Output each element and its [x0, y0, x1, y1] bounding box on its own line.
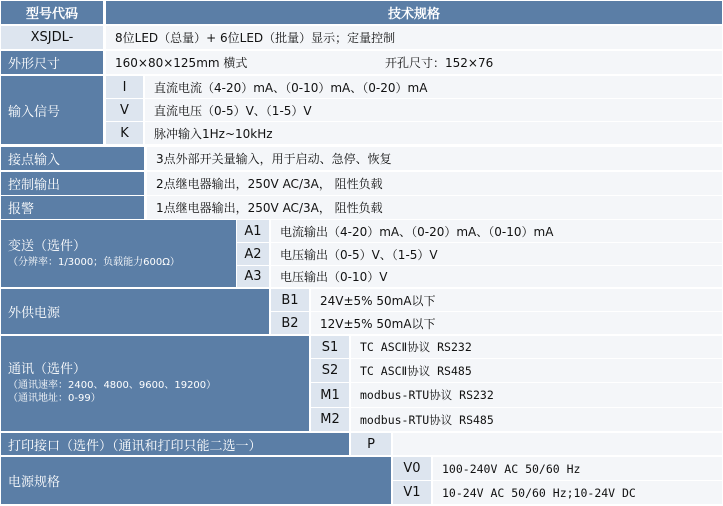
comm-text-s1: TC ASCⅡ协议 RS232: [351, 336, 722, 358]
input-text-i: 直流电流（4-20）mA、（0-10）mA、（0-20）mA: [145, 76, 722, 98]
power-supply-text-b1: 24V±5% 50mA以下: [311, 289, 722, 311]
print-empty: [393, 433, 722, 455]
model-description: 8位LED（总量）+ 6位LED（批量）显示；定量控制: [106, 26, 722, 49]
input-text-v: 直流电压（0-5）V、（1-5）V: [145, 99, 722, 121]
comm-code-m2: M2: [311, 408, 349, 431]
power-spec-label: 电源规格: [1, 457, 391, 504]
transmit-code-a1: A1: [237, 220, 269, 242]
power-supply-code-b2: B2: [271, 312, 309, 334]
input-text-k: 脉冲输入1Hz~10kHz: [145, 122, 722, 144]
header-model-code: 型号代码: [1, 1, 103, 24]
power-supply-code-b1: B1: [271, 289, 309, 311]
comm-code-m1: M1: [311, 383, 349, 407]
size-value: 160×80×125mm 横式: [115, 56, 248, 70]
control-output-label: 控制输出: [1, 172, 144, 195]
input-code-i: I: [106, 76, 143, 98]
power-text-v0: 100-240V AC 50/60 Hz: [433, 457, 722, 480]
contact-input-text: 3点外部开关量输入，用于启动、急停、恢复: [147, 147, 722, 170]
transmit-code-a2: A2: [237, 243, 269, 265]
control-output-text: 2点继电器输出，250V AC/3A， 阻性负载: [147, 172, 722, 195]
power-code-v0: V0: [393, 457, 431, 480]
comm-label-block: [1, 336, 309, 431]
power-text-v1: 10-24V AC 50/60 Hz;10-24V DC: [433, 481, 722, 504]
transmit-code-a3: A3: [237, 266, 269, 287]
print-code: P: [351, 433, 391, 455]
size-value-row: [106, 51, 722, 74]
comm-code-s2: S2: [311, 359, 349, 382]
comm-text-m2: modbus-RTU协议 RS485: [351, 408, 722, 431]
power-supply-label: 外供电源: [1, 289, 269, 334]
input-signal-label: 输入信号: [1, 76, 103, 144]
power-supply-text-b2: 12V±5% 50mA以下: [311, 312, 722, 334]
comm-text-m1: modbus-RTU协议 RS232: [351, 383, 722, 407]
input-code-v: V: [106, 99, 143, 121]
size-label: 外形尺寸: [1, 51, 103, 74]
input-code-k: K: [106, 122, 143, 144]
comm-address-note: （通讯地址：0-99）: [8, 393, 101, 405]
alarm-label: 报警: [1, 196, 144, 219]
transmit-note: （分辨率：1/3000；负载能力600Ω）: [8, 256, 180, 268]
comm-rate-note: （通讯速率：2400、4800、9600、19200）: [8, 379, 217, 391]
print-label: 打印接口（选件）（通讯和打印只能二选一）: [1, 433, 349, 455]
transmit-text-a2: 电压输出（0-5）V、（1-5）V: [271, 243, 722, 265]
alarm-text: 1点继电器输出，250V AC/3A， 阻性负载: [147, 196, 722, 219]
transmit-label-block: [1, 220, 236, 287]
contact-input-label: 接点输入: [1, 147, 144, 170]
transmit-text-a3: 电压输出（0-10）V: [271, 266, 722, 287]
header-tech-spec: 技术规格: [106, 1, 722, 24]
transmit-text-a1: 电流输出（4-20）mA、（0-20）mA、（0-10）mA: [271, 220, 722, 242]
transmit-label: 变送（选件）: [8, 238, 87, 254]
power-code-v1: V1: [393, 481, 431, 504]
model-code: XSJDL-: [1, 26, 103, 49]
comm-text-s2: TC ASCⅡ协议 RS485: [351, 359, 722, 382]
comm-label: 通讯（选件）: [8, 362, 87, 378]
comm-code-s1: S1: [311, 336, 349, 358]
cutout-size: 开孔尺寸：152×76: [385, 56, 494, 70]
